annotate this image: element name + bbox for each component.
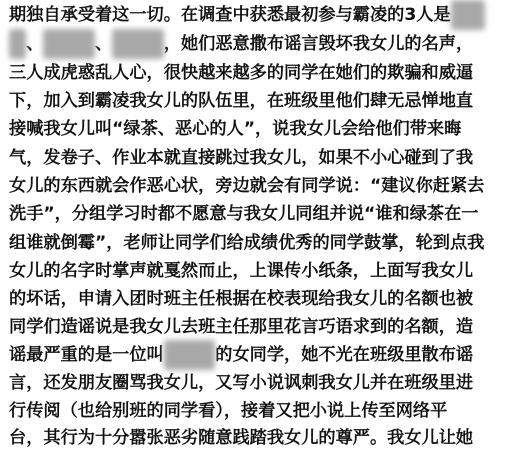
text-segment: 接喊我女儿叫“绿茶、恶心的人”，说我女儿会给他们带来晦: [9, 119, 462, 139]
text-segment: ，她们恶意撒布谣言毁坏我女儿的名声，: [163, 34, 474, 54]
text-line: [9, 143, 473, 173]
text-line: [9, 199, 478, 229]
text-segment: 气，发卷子、作业本就直接跳过我女儿，如果不小心碰到了我: [9, 148, 474, 168]
text-line: [9, 340, 473, 370]
text-segment: 同学们造谣说是我女儿去班主任那里花言巧语求到的名额，造: [9, 317, 474, 337]
text-line: [9, 368, 473, 398]
text-segment: 洗手”，分组学习时都不愿意与我女儿同组并说“谁和绿茶在一: [9, 204, 479, 224]
redacted-name: [112, 29, 164, 59]
text-line: [9, 171, 484, 201]
text-segment: 的坏话，申请入团时班主任根据在校表现给我女儿的名额也被: [9, 289, 474, 309]
text-segment: 、: [94, 34, 113, 54]
text-segment: 台，其行为十分嚣张恶劣随意践踏我女儿的尊严。我女儿让她: [9, 428, 474, 448]
text-segment: 、: [26, 34, 44, 54]
text-segment: 女儿的东西就会作恶心状，旁边就会有同学说：“建议你赶紧去: [9, 176, 485, 196]
text-segment: 下，加入到霸凌我女儿的队伍里，在班级里他们肆无忌惮地直: [9, 91, 474, 111]
redacted-name: [43, 29, 95, 59]
text-segment: 谣最严重的是一位叫: [9, 345, 164, 365]
text-segment: 三人成虎惑乱人心，很快越来越多的同学在她们的欺骗和威逼: [9, 63, 474, 83]
text-line: [9, 423, 473, 450]
text-line: [9, 114, 461, 144]
text-line: [9, 228, 484, 258]
text-segment: 行传阅（也给别班的同学看），接着又把小说上传至网络平: [9, 401, 448, 421]
text-line: [9, 29, 473, 59]
text-line: [9, 86, 473, 116]
text-line: [9, 58, 473, 88]
redacted-name: [164, 340, 216, 370]
text-segment: 的女同学，她不光在班级里散布谣: [215, 345, 474, 365]
redacted-name: [451, 0, 485, 30]
redacted-name: [9, 29, 26, 59]
text-segment: 组谁就倒霉”，老师让同学们给成绩优秀的同学鼓掌，轮到点我: [9, 233, 485, 253]
text-segment: 言，还发朋友圈骂我女儿，又写小说讽刺我女儿并在班级里进: [9, 373, 474, 393]
text-line: [9, 396, 447, 426]
text-segment: 期独自承受着这一切。在调查中获悉最初参与霸凌的3人是: [9, 5, 451, 25]
text-line: [9, 256, 473, 286]
text-line: [9, 312, 473, 342]
text-segment: 女儿的名字时掌声就戛然而止，上课传小纸条，上面写我女儿: [9, 261, 474, 281]
text-line: [9, 284, 473, 314]
text-line: [9, 0, 485, 30]
